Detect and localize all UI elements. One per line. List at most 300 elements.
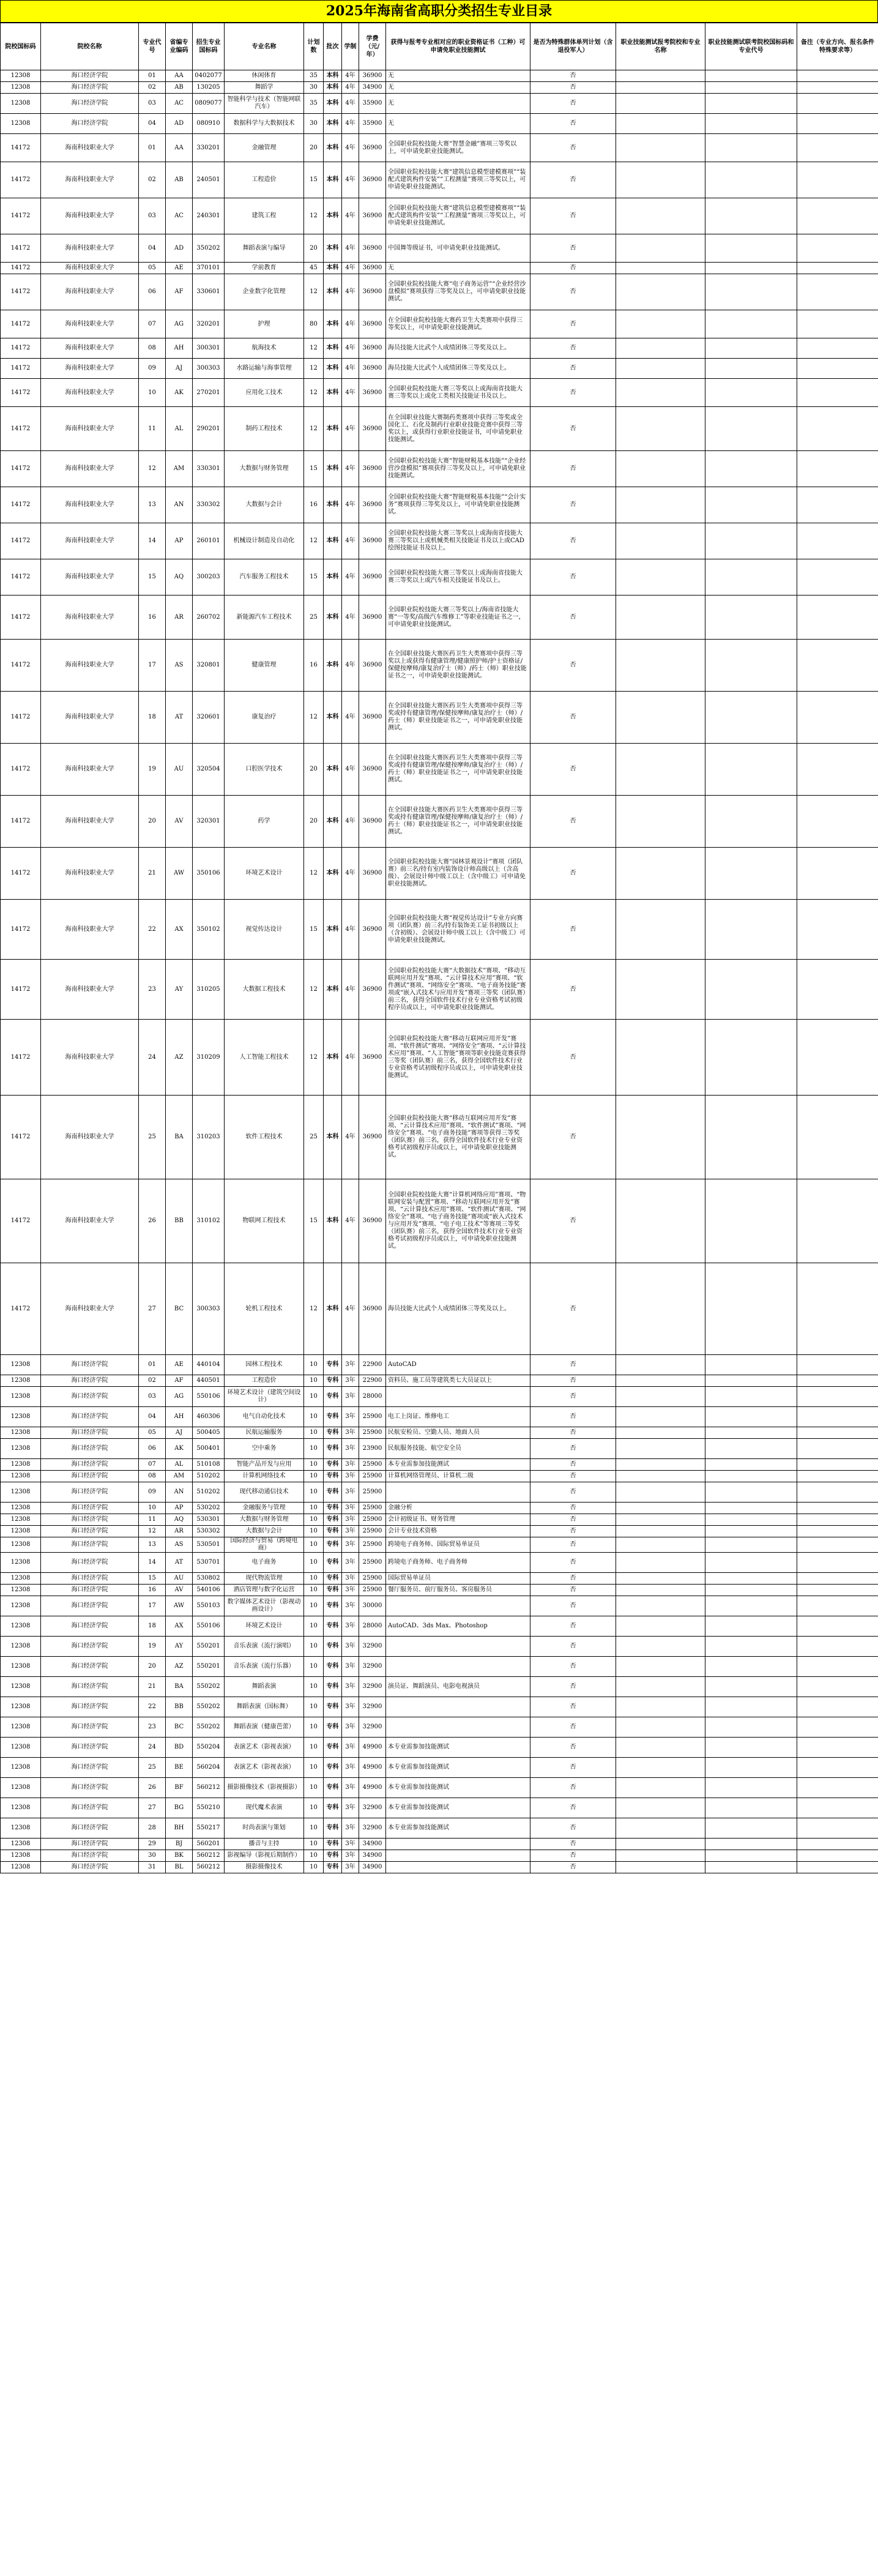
cell-school-code: 14172 (1, 1020, 41, 1096)
cell-school-name: 海口经济学院 (41, 1616, 139, 1637)
cell-plan: 12 (304, 274, 324, 310)
cell-major-name: 大数据与财务管理 (225, 1514, 304, 1526)
cell-duration: 4年 (342, 274, 359, 310)
cell-special-plan: 否 (530, 359, 616, 379)
cell-school-name: 海南科技职业大学 (41, 198, 139, 234)
cell-duration: 3年 (342, 1778, 359, 1798)
cell-school-name: 海口经济学院 (41, 82, 139, 94)
cell-empty (797, 1179, 878, 1263)
cell-national-code: 310203 (193, 1096, 225, 1179)
cell-empty (705, 848, 797, 900)
cell-tuition: 32900 (359, 1657, 386, 1677)
table-row (1, 198, 878, 234)
cell-tuition: 32900 (359, 1637, 386, 1657)
cell-major-name: 现代魔术表演 (225, 1798, 304, 1818)
cell-empty (705, 900, 797, 960)
cell-school-name: 海南科技职业大学 (41, 1020, 139, 1096)
table-row (1, 1677, 878, 1697)
cell-plan: 16 (304, 640, 324, 692)
cell-school-name: 海南科技职业大学 (41, 523, 139, 559)
cell-empty (705, 1677, 797, 1697)
cell-major-name: 舞蹈表演（国标舞） (225, 1697, 304, 1717)
cell-major-no: 08 (139, 1471, 166, 1482)
cell-national-code: 440104 (193, 1355, 225, 1375)
cell-school-name: 海南科技职业大学 (41, 451, 139, 487)
cell-major-name: 现代移动通信技术 (225, 1482, 304, 1503)
cell-plan: 10 (304, 1637, 324, 1657)
cell-major-name: 表演艺术（影视表演） (225, 1738, 304, 1758)
cell-certificate: 在全国职业技能大赛医药卫生大类赛项中获得三等奖或持有健康管理/保健按摩师/康复治疗士（师）/药士（师）职业技能证书之一，可申请免职业技能测试。 (386, 796, 530, 848)
cell-plan: 10 (304, 1738, 324, 1758)
cell-empty (797, 1459, 878, 1471)
cell-batch: 专科 (324, 1585, 342, 1596)
cell-prov-code: AA (166, 134, 193, 162)
cell-empty (705, 1407, 797, 1427)
cell-major-name: 酒店管理与数字化运营 (225, 1585, 304, 1596)
cell-empty (705, 1573, 797, 1585)
cell-batch: 专科 (324, 1407, 342, 1427)
cell-empty (797, 900, 878, 960)
cell-school-code: 14172 (1, 1179, 41, 1263)
cell-prov-code: AJ (166, 1427, 193, 1439)
cell-prov-code: AZ (166, 1020, 193, 1096)
cell-special-plan: 否 (530, 1818, 616, 1839)
cell-duration: 4年 (342, 234, 359, 263)
cell-major-no: 01 (139, 1355, 166, 1375)
cell-major-no: 14 (139, 523, 166, 559)
cell-tuition: 25900 (359, 1427, 386, 1439)
cell-batch: 专科 (324, 1677, 342, 1697)
cell-school-name: 海南科技职业大学 (41, 744, 139, 796)
cell-batch: 本科 (324, 359, 342, 379)
table-row (1, 595, 878, 640)
cell-empty (705, 338, 797, 359)
cell-school-name: 海口经济学院 (41, 1637, 139, 1657)
cell-empty (797, 1471, 878, 1482)
cell-school-code: 12308 (1, 1798, 41, 1818)
cell-empty (616, 379, 705, 407)
cell-tuition: 32900 (359, 1717, 386, 1738)
cell-major-name: 舞蹈表演 (225, 1677, 304, 1697)
cell-plan: 15 (304, 1179, 324, 1263)
cell-tuition: 25900 (359, 1553, 386, 1573)
cell-empty (797, 234, 878, 263)
cell-school-code: 12308 (1, 1738, 41, 1758)
cell-major-no: 23 (139, 1717, 166, 1738)
cell-school-name: 海南科技职业大学 (41, 162, 139, 198)
cell-plan: 10 (304, 1657, 324, 1677)
cell-prov-code: AF (166, 274, 193, 310)
cell-school-code: 14172 (1, 796, 41, 848)
cell-empty (616, 1798, 705, 1818)
cell-major-name: 企业数字化管理 (225, 274, 304, 310)
cell-empty (797, 1482, 878, 1503)
header-remarks: 备注（专业方向、报名条件特殊要求等） (797, 23, 878, 70)
cell-school-code: 14172 (1, 359, 41, 379)
cell-special-plan: 否 (530, 1459, 616, 1471)
cell-school-code: 14172 (1, 744, 41, 796)
cell-school-name: 海口经济学院 (41, 1677, 139, 1697)
cell-prov-code: AM (166, 1471, 193, 1482)
table-row (1, 1514, 878, 1526)
cell-empty (616, 1637, 705, 1657)
cell-special-plan: 否 (530, 82, 616, 94)
cell-empty (705, 1503, 797, 1514)
cell-empty (797, 451, 878, 487)
cell-empty (705, 162, 797, 198)
cell-empty (705, 1585, 797, 1596)
cell-certificate: 在全国职业院校技能大赛药卫生大类赛项中获得三等奖以上，可申请免职业技能测试。 (386, 310, 530, 338)
cell-tuition: 36900 (359, 198, 386, 234)
cell-empty (797, 1697, 878, 1717)
cell-certificate: 跨境电子商务师、电子商务师 (386, 1553, 530, 1573)
cell-certificate: 国际贸易单证员 (386, 1573, 530, 1585)
cell-empty (797, 1818, 878, 1839)
cell-major-no: 22 (139, 1697, 166, 1717)
cell-major-no: 23 (139, 960, 166, 1020)
cell-tuition: 25900 (359, 1514, 386, 1526)
cell-national-code: 240301 (193, 198, 225, 234)
cell-major-no: 17 (139, 640, 166, 692)
cell-empty (616, 692, 705, 744)
cell-special-plan: 否 (530, 1596, 616, 1616)
cell-school-name: 海口经济学院 (41, 1482, 139, 1503)
cell-tuition: 25900 (359, 1585, 386, 1596)
table-row (1, 1778, 878, 1798)
cell-major-name: 国际经济与贸易（跨境电商） (225, 1537, 304, 1553)
cell-batch: 本科 (324, 640, 342, 692)
cell-empty (705, 407, 797, 451)
cell-major-name: 健康管理 (225, 640, 304, 692)
cell-empty (705, 310, 797, 338)
cell-special-plan: 否 (530, 523, 616, 559)
cell-empty (705, 94, 797, 114)
cell-major-name: 舞蹈表演与编导 (225, 234, 304, 263)
cell-batch: 专科 (324, 1717, 342, 1738)
cell-major-name: 环境艺术设计 (225, 1616, 304, 1637)
cell-prov-code: AB (166, 162, 193, 198)
cell-national-code: 350102 (193, 900, 225, 960)
cell-school-name: 海口经济学院 (41, 1355, 139, 1375)
cell-major-name: 环境艺术设计 (225, 848, 304, 900)
cell-national-code: 560212 (193, 1778, 225, 1798)
cell-major-name: 舞蹈表演（健康芭蕾） (225, 1717, 304, 1738)
cell-special-plan: 否 (530, 1738, 616, 1758)
cell-prov-code: BK (166, 1850, 193, 1862)
cell-national-code: 260702 (193, 595, 225, 640)
cell-empty (616, 1850, 705, 1862)
header-school-name: 院校名称 (41, 23, 139, 70)
cell-school-code: 14172 (1, 451, 41, 487)
cell-batch: 本科 (324, 338, 342, 359)
cell-empty (705, 1375, 797, 1387)
cell-special-plan: 否 (530, 900, 616, 960)
cell-plan: 80 (304, 310, 324, 338)
cell-major-no: 21 (139, 848, 166, 900)
cell-school-code: 12308 (1, 1778, 41, 1798)
cell-prov-code: AN (166, 487, 193, 523)
header-joint-test: 职业技能测试联考院校国标码和专业代号 (705, 23, 797, 70)
cell-plan: 10 (304, 1526, 324, 1537)
cell-plan: 10 (304, 1697, 324, 1717)
cell-empty (705, 1738, 797, 1758)
cell-empty (616, 1778, 705, 1798)
cell-certificate: 无 (386, 114, 530, 134)
cell-special-plan: 否 (530, 960, 616, 1020)
cell-empty (797, 559, 878, 595)
cell-special-plan: 否 (530, 338, 616, 359)
cell-major-no: 21 (139, 1677, 166, 1697)
cell-duration: 4年 (342, 379, 359, 407)
cell-plan: 12 (304, 692, 324, 744)
table-row (1, 379, 878, 407)
cell-empty (616, 94, 705, 114)
cell-batch: 本科 (324, 960, 342, 1020)
cell-plan: 20 (304, 744, 324, 796)
cell-empty (797, 379, 878, 407)
cell-tuition: 25900 (359, 1471, 386, 1482)
cell-tuition: 36900 (359, 379, 386, 407)
cell-prov-code: AU (166, 1573, 193, 1585)
cell-major-name: 金融管理 (225, 134, 304, 162)
cell-duration: 4年 (342, 796, 359, 848)
cell-certificate: 全国职业院校技能大赛“计算机网络应用”赛项、“物联网安装与配置”赛项、“移动互联网应用开发”赛项、“云计算技术应用”赛项、“软件测试”赛项、“网络安全”赛项、“电子商务技能”赛项或“嵌入式技术与应用开发”赛项、“电子电工技术”等赛项三等奖（团队赛）前三名，获得全国软件技术行业专业资格考试初级程序员或以上，可申请免职业技能测试。 (386, 1179, 530, 1263)
cell-empty (616, 1407, 705, 1427)
cell-plan: 12 (304, 1263, 324, 1355)
cell-school-code: 12308 (1, 1818, 41, 1839)
cell-special-plan: 否 (530, 1482, 616, 1503)
cell-duration: 3年 (342, 1355, 359, 1375)
cell-duration: 3年 (342, 1537, 359, 1553)
cell-national-code: 550201 (193, 1657, 225, 1677)
cell-empty (705, 523, 797, 559)
cell-prov-code: AY (166, 1637, 193, 1657)
cell-plan: 10 (304, 1839, 324, 1850)
cell-certificate: 全国职业院校技能大赛“电子商务运营”“企业经营沙盘模拟”赛项获得三等奖及以上，可申请免职业技能测试。 (386, 274, 530, 310)
cell-special-plan: 否 (530, 1263, 616, 1355)
cell-empty (705, 1459, 797, 1471)
table-row (1, 162, 878, 198)
cell-tuition: 25900 (359, 1537, 386, 1553)
cell-national-code: 530301 (193, 1514, 225, 1526)
cell-special-plan: 否 (530, 692, 616, 744)
cell-tuition: 36900 (359, 960, 386, 1020)
table-row (1, 1459, 878, 1471)
cell-major-name: 电子商务 (225, 1553, 304, 1573)
cell-certificate: 全国职业院校技能大赛“建筑信息模型建模赛项”“装配式建筑构件安装”“工程测量”赛项三等奖以上，可申请免职业技能测试。 (386, 198, 530, 234)
cell-national-code: 260101 (193, 523, 225, 559)
cell-major-name: 工程造价 (225, 1375, 304, 1387)
cell-empty (797, 134, 878, 162)
cell-empty (705, 1778, 797, 1798)
cell-tuition: 36900 (359, 359, 386, 379)
cell-major-no: 06 (139, 1439, 166, 1459)
cell-empty (616, 1459, 705, 1471)
table-row (1, 94, 878, 114)
cell-tuition: 28000 (359, 1616, 386, 1637)
cell-school-name: 海口经济学院 (41, 1526, 139, 1537)
cell-major-no: 11 (139, 1514, 166, 1526)
cell-empty (797, 1573, 878, 1585)
cell-empty (705, 1514, 797, 1526)
cell-special-plan: 否 (530, 198, 616, 234)
cell-prov-code: AL (166, 407, 193, 451)
cell-national-code: 560204 (193, 1758, 225, 1778)
cell-school-code: 12308 (1, 1427, 41, 1439)
cell-duration: 4年 (342, 1179, 359, 1263)
cell-school-name: 海南科技职业大学 (41, 379, 139, 407)
cell-empty (616, 1503, 705, 1514)
cell-major-no: 12 (139, 1526, 166, 1537)
cell-special-plan: 否 (530, 263, 616, 274)
cell-empty (705, 1387, 797, 1407)
cell-certificate: 全国职业院校技能大赛“智能财税基本技能”“企业经营沙盘模拟”赛项获得三等奖及以上，可申请免职业技能测试。 (386, 451, 530, 487)
cell-duration: 3年 (342, 1738, 359, 1758)
cell-school-name: 海南科技职业大学 (41, 692, 139, 744)
cell-empty (616, 1738, 705, 1758)
table-row (1, 1717, 878, 1738)
cell-prov-code: AG (166, 1387, 193, 1407)
table-row (1, 1020, 878, 1096)
cell-batch: 本科 (324, 1020, 342, 1096)
cell-major-no: 18 (139, 692, 166, 744)
cell-school-name: 海口经济学院 (41, 94, 139, 114)
cell-school-code: 14172 (1, 523, 41, 559)
cell-empty (797, 338, 878, 359)
cell-empty (797, 1427, 878, 1439)
cell-empty (797, 359, 878, 379)
cell-batch: 本科 (324, 162, 342, 198)
cell-major-no: 15 (139, 559, 166, 595)
cell-special-plan: 否 (530, 1020, 616, 1096)
cell-major-no: 04 (139, 114, 166, 134)
cell-batch: 专科 (324, 1503, 342, 1514)
cell-empty (797, 640, 878, 692)
cell-plan: 20 (304, 796, 324, 848)
cell-major-name: 工程造价 (225, 162, 304, 198)
cell-special-plan: 否 (530, 234, 616, 263)
cell-duration: 4年 (342, 900, 359, 960)
cell-major-no: 02 (139, 1375, 166, 1387)
cell-plan: 10 (304, 1677, 324, 1697)
header-duration: 学制 (342, 23, 359, 70)
cell-national-code: 530202 (193, 1503, 225, 1514)
cell-major-no: 04 (139, 234, 166, 263)
cell-major-name: 应用化工技术 (225, 379, 304, 407)
cell-tuition: 36900 (359, 234, 386, 263)
cell-national-code: 320201 (193, 310, 225, 338)
cell-school-code: 12308 (1, 1553, 41, 1573)
cell-school-name: 海南科技职业大学 (41, 640, 139, 692)
cell-duration: 3年 (342, 1657, 359, 1677)
cell-duration: 4年 (342, 960, 359, 1020)
cell-prov-code: AT (166, 692, 193, 744)
cell-prov-code: AX (166, 900, 193, 960)
cell-duration: 4年 (342, 640, 359, 692)
cell-plan: 35 (304, 70, 324, 82)
cell-major-name: 软件工程技术 (225, 1096, 304, 1179)
cell-empty (705, 1439, 797, 1459)
header-national-code: 招生专业国标码 (193, 23, 225, 70)
cell-major-no: 07 (139, 1459, 166, 1471)
cell-tuition: 36900 (359, 692, 386, 744)
cell-empty (797, 1778, 878, 1798)
table-row (1, 1482, 878, 1503)
table-row (1, 234, 878, 263)
cell-certificate: 会计初级证书、财务管理 (386, 1514, 530, 1526)
cell-certificate: 海员技能大比武个人成绩团体三等奖及以上。 (386, 359, 530, 379)
cell-major-name: 新能源汽车工程技术 (225, 595, 304, 640)
cell-empty (616, 1862, 705, 1873)
cell-duration: 4年 (342, 70, 359, 82)
cell-certificate: 电工上岗证、维修电工 (386, 1407, 530, 1427)
cell-empty (797, 263, 878, 274)
cell-prov-code: AT (166, 1553, 193, 1573)
cell-major-no: 01 (139, 134, 166, 162)
cell-duration: 4年 (342, 134, 359, 162)
cell-tuition: 49900 (359, 1738, 386, 1758)
cell-empty (705, 1758, 797, 1778)
cell-major-no: 27 (139, 1263, 166, 1355)
cell-empty (797, 1537, 878, 1553)
cell-prov-code: BC (166, 1717, 193, 1738)
cell-duration: 3年 (342, 1585, 359, 1596)
cell-empty (705, 559, 797, 595)
cell-special-plan: 否 (530, 1798, 616, 1818)
cell-empty (616, 1573, 705, 1585)
cell-plan: 10 (304, 1439, 324, 1459)
cell-duration: 3年 (342, 1677, 359, 1697)
cell-tuition: 36900 (359, 1179, 386, 1263)
cell-batch: 本科 (324, 692, 342, 744)
cell-empty (616, 1482, 705, 1503)
cell-empty (705, 274, 797, 310)
header-tuition: 学费（元/年） (359, 23, 386, 70)
cell-prov-code: BB (166, 1179, 193, 1263)
cell-plan: 10 (304, 1537, 324, 1553)
cell-plan: 10 (304, 1514, 324, 1526)
table-row (1, 692, 878, 744)
cell-batch: 本科 (324, 407, 342, 451)
cell-major-name: 空中乘务 (225, 1439, 304, 1459)
cell-empty (797, 1738, 878, 1758)
cell-plan: 15 (304, 559, 324, 595)
cell-special-plan: 否 (530, 1096, 616, 1179)
cell-tuition: 34900 (359, 1839, 386, 1850)
cell-empty (797, 1439, 878, 1459)
cell-school-code: 14172 (1, 900, 41, 960)
cell-major-name: 音乐表演（流行乐器） (225, 1657, 304, 1677)
cell-national-code: 460306 (193, 1407, 225, 1427)
cell-prov-code: BJ (166, 1839, 193, 1850)
cell-prov-code: AJ (166, 359, 193, 379)
table-row (1, 1355, 878, 1375)
cell-school-code: 12308 (1, 1459, 41, 1471)
cell-empty (616, 1179, 705, 1263)
cell-empty (705, 1798, 797, 1818)
cell-empty (797, 487, 878, 523)
cell-tuition: 36900 (359, 310, 386, 338)
cell-major-name: 表演艺术（影视表演） (225, 1758, 304, 1778)
cell-tuition: 35900 (359, 94, 386, 114)
cell-prov-code: BG (166, 1798, 193, 1818)
cell-plan: 12 (304, 1020, 324, 1096)
cell-certificate: 在全国职业技能大赛医药卫生大类赛项中获得三等奖或持有健康管理/保健按摩师/康复治疗士（师）/药士（师）职业技能证书之一，可申请免职业技能测试。 (386, 692, 530, 744)
cell-national-code: 0809077 (193, 94, 225, 114)
cell-school-name: 海口经济学院 (41, 1657, 139, 1677)
table-row (1, 1839, 878, 1850)
cell-duration: 4年 (342, 451, 359, 487)
